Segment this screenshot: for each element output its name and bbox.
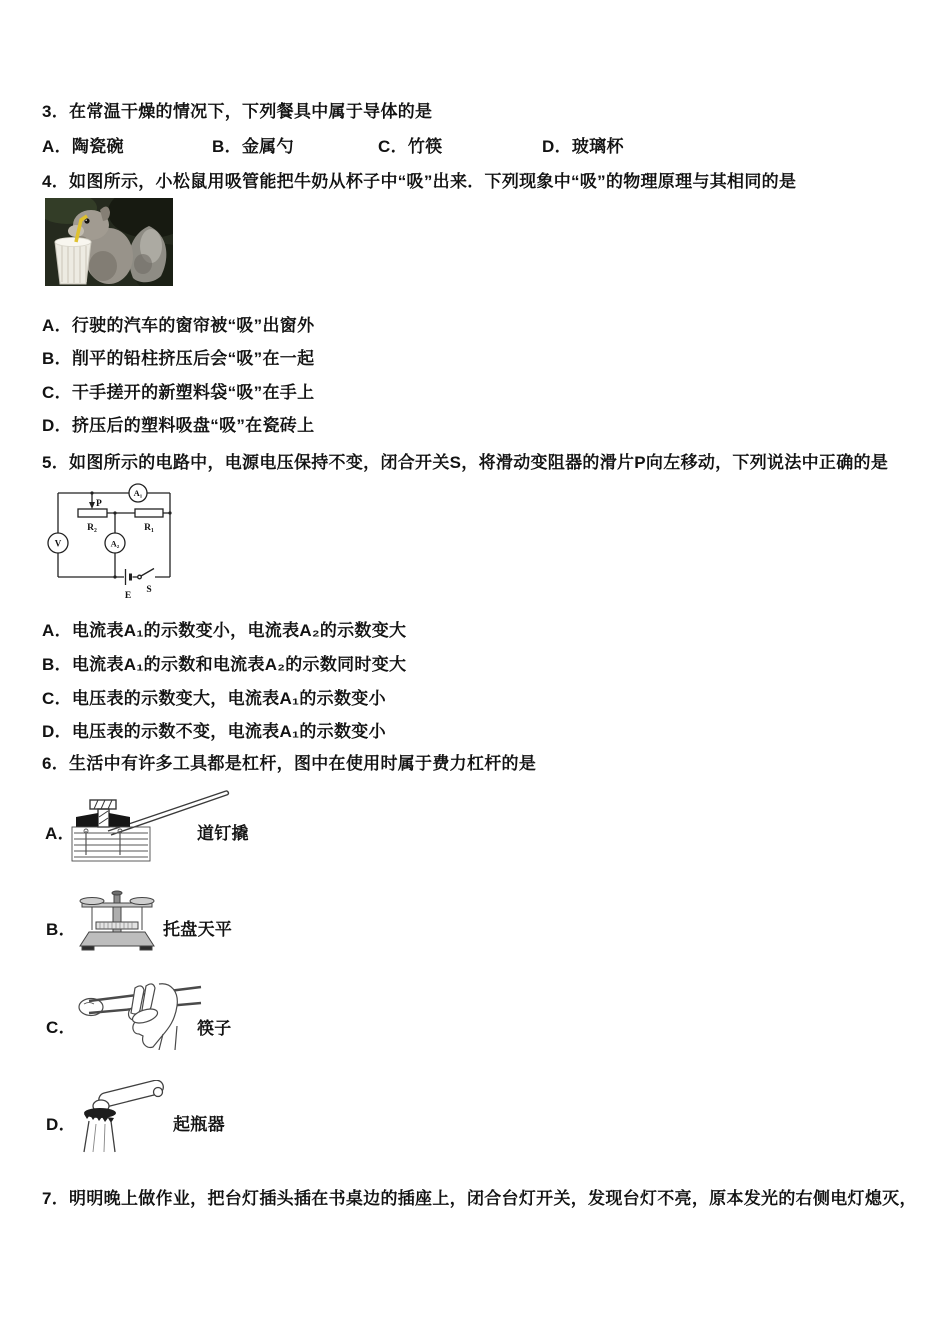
resistor-r2-label: R₂ bbox=[87, 523, 97, 533]
bottle-opener-figure bbox=[77, 1080, 172, 1154]
ammeter-1-label: A₁ bbox=[133, 488, 143, 498]
q5-option-c: C．电压表的示数变大，电流表A₁的示数变小 bbox=[42, 689, 386, 708]
q4-option-a: A．行驶的汽车的窗帘被“吸”出窗外 bbox=[42, 316, 315, 335]
question-5-text: 5．如图所示的电路中，电源电压保持不变，闭合开关S，将滑动变阻器的滑片P向左移动，下列说法中正确的是 bbox=[42, 453, 889, 472]
question-4-text: 4．如图所示，小松鼠用吸管能把牛奶从杯子中“吸”出来．下列现象中“吸”的物理原理与其相同的是 bbox=[42, 172, 797, 191]
ammeter-2-label: A₂ bbox=[110, 538, 120, 549]
question-3-text: 3．在常温干燥的情况下，下列餐具中属于导体的是 bbox=[42, 102, 433, 121]
battery-e-label: E bbox=[124, 591, 132, 601]
switch-s-label: S bbox=[146, 585, 152, 595]
q3-option-d: D．玻璃杯 bbox=[542, 137, 624, 156]
q6-item-c-label: C． bbox=[46, 1018, 76, 1037]
q4-option-c: C．干手搓开的新塑料袋“吸”在手上 bbox=[42, 383, 315, 402]
question-6-text: 6．生活中有许多工具都是杠杆，图中在使用时属于费力杠杆的是 bbox=[42, 754, 537, 773]
chopsticks-figure bbox=[75, 976, 205, 1050]
q6-item-b-label: B． bbox=[46, 920, 76, 939]
voltmeter-label: V bbox=[54, 538, 62, 549]
q5-option-a: A．电流表A₁的示数变小，电流表A₂的示数变大 bbox=[42, 621, 407, 640]
q3-option-c: C．竹筷 bbox=[378, 137, 443, 156]
q6-item-c-caption: 筷子 bbox=[197, 1019, 232, 1038]
q6-item-d-caption: 起瓶器 bbox=[173, 1115, 225, 1134]
q6-item-d-label: D． bbox=[46, 1115, 76, 1134]
resistor-r1-label: R₁ bbox=[144, 523, 154, 533]
q3-option-a: A．陶瓷碗 bbox=[42, 137, 124, 156]
q3-option-b: B．金属勺 bbox=[212, 137, 294, 156]
q6-item-b-caption: 托盘天平 bbox=[163, 920, 233, 939]
balance-scale-figure bbox=[72, 888, 162, 952]
q5-option-b: B．电流表A₁的示数和电流表A₂的示数同时变大 bbox=[42, 655, 407, 674]
slider-p-label: P bbox=[96, 499, 102, 509]
slider-arrow-icon bbox=[89, 502, 95, 509]
circuit-diagram bbox=[45, 481, 185, 603]
squirrel-milk-photo bbox=[45, 198, 173, 286]
q6-item-a-label: A． bbox=[45, 824, 75, 843]
q4-option-d: D．挤压后的塑料吸盘“吸”在瓷砖上 bbox=[42, 416, 315, 435]
q4-option-b: B．削平的铅柱挤压后会“吸”在一起 bbox=[42, 349, 315, 368]
question-7-text: 7．明明晚上做作业，把台灯插头插在书桌边的插座上，闭合台灯开关，发现台灯不亮，原本发光的右侧电灯熄灭， bbox=[42, 1189, 917, 1208]
q6-item-a-caption: 道钉撬 bbox=[197, 824, 249, 843]
q5-option-d: D．电压表的示数不变，电流表A₁的示数变小 bbox=[42, 722, 386, 741]
